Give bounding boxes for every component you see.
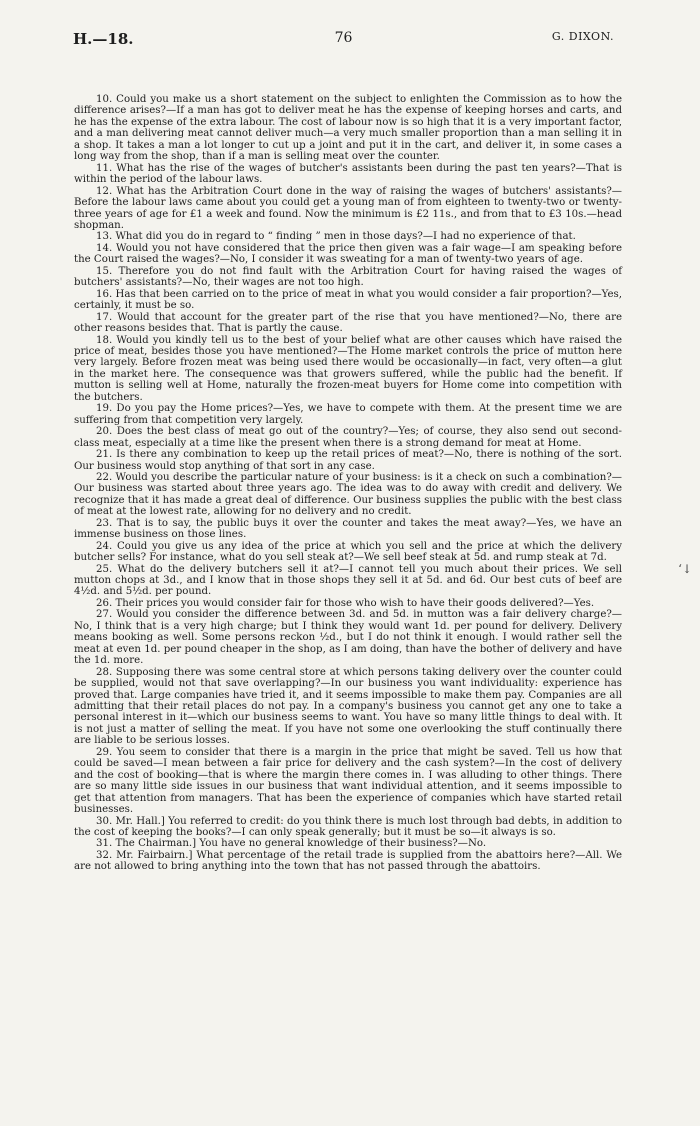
evidence-paragraph: 25. What do the delivery butchers sell it at?—I cannot tell you much about their prices. We sell mutton chops at 3d., and I know that in those shops they sell it at 5d. and 6d. Our best cuts of beef are 4½d. and 5½d. per pound. bbox=[74, 563, 622, 598]
margin-mark: ‘↓ bbox=[678, 562, 692, 576]
evidence-paragraph: 22. Would you describe the particular nature of your business: is it a check on such a combination?—Our business was started about three years ago. The idea was to do away with credit and delivery. We recognize that it has made a great deal of difference. Our business supplies the public with the best class of meat at the lowest rate, allowing for no delivery and no credit. bbox=[74, 471, 622, 518]
evidence-paragraph: 15. Therefore you do not find fault with the Arbitration Court for having raised the wages of butchers' assistants?—No, their wages are not too high. bbox=[74, 265, 622, 289]
evidence-paragraph: 27. Would you consider the difference between 3d. and 5d. in mutton was a fair delivery charge?—No, I think that is a very high charge; but I think they would want 1d. per pound for delivery. Delivery means booking as well. Some persons reckon ½d., but I do not think it enough. I would rather sell the meat at even 1d. per pound cheaper in the shop, as I am doing, than have the bother of delivery and have the 1d. more. bbox=[74, 609, 622, 667]
evidence-paragraph: 18. Would you kindly tell us to the best of your belief what are other causes which have raised the price of meat, besides those you have mentioned?—The Home market controls the price of mutton here very largely. Before frozen meat was being used there would be occasionally—in fact, very often—a glut in the market here. The consequence was that growers suffered, while the public had the benefit. If mutton is selling well at Home, naturally the frozen-meat buyers for Home come into competition with the butchers. bbox=[74, 334, 622, 403]
evidence-text bbox=[74, 94, 622, 873]
evidence-paragraph: 21. Is there any combination to keep up the retail prices of meat?—No, there is nothing of the sort. Our business would stop anything of that sort in any case. bbox=[74, 449, 622, 472]
evidence-paragraph: 17. Would that account for the greater part of the rise that you have mentioned?—No, there are other reasons besides that. That is partly the cause. bbox=[74, 311, 622, 335]
evidence-paragraph: 16. Has that been carried on to the price of meat in what you would consider a fair proportion?—Yes, certainly, it must be so. bbox=[74, 288, 622, 312]
evidence-paragraph: 19. Do you pay the Home prices?—Yes, we have to compete with them. At the present time we are suffering from that competition very largely. bbox=[74, 403, 622, 426]
evidence-paragraph: 23. That is to say, the public buys it over the counter and takes the meat away?—Yes, we have an immense business on those lines. bbox=[74, 517, 622, 541]
evidence-paragraph: 29. You seem to consider that there is a margin in the price that might be saved. Tell us how that could be saved—I mean between a fair price for delivery and the cash system?—In the cost of delivery and the cost of booking—that is where the margin there comes in. I was alluding to other things. There are so many little side issues in our business that want individual attention, and it seems impossible to get that attention from managers. That has been the experience of companies which have started retail businesses. bbox=[74, 746, 622, 816]
evidence-paragraph: 24. Could you give us any idea of the price at which you sell and the price at which the delivery butcher sells? For instance, what do you sell steak at?—We sell beef steak at 5d. and rump steak at 7d. bbox=[74, 540, 622, 564]
evidence-paragraph: 10. Could you make us a short statement on the subject to enlighten the Commission as to how the difference arises?—If a man has got to deliver meat he has the expense of keeping horses and carts, and he has the expense of the extra labour. The cost of labour now is so high that it is a very important factor, and a man delivering meat cannot deliver much—a very much smaller proportion than a man selling it in a shop. It takes a man a lot longer to cut up a joint and put it in the cart, and deliver it, in some cases a long way from the shop, than if a man is selling meat over the counter. bbox=[74, 94, 622, 163]
page-number: 76 bbox=[334, 30, 353, 46]
page-header bbox=[73, 30, 614, 50]
evidence-paragraph: 30. Mr. Hall.] You referred to credit: do you think there is much lost through bad debts, in addition to the cost of keeping the books?—I can only speak generally; but it must be so—it always is so. bbox=[74, 815, 622, 838]
evidence-paragraph: 11. What has the rise of the wages of butcher's assistants been during the past ten years?—That is within the period of the labour laws. bbox=[74, 162, 622, 186]
evidence-paragraph: 14. Would you not have considered that the price then given was a fair wage—I am speaking before the Court raised the wages?—No, I consider it was sweating for a man of twenty-two years of age. bbox=[74, 242, 622, 266]
evidence-paragraph: 28. Supposing there was some central store at which persons taking delivery over the counter could be supplied, would not that save overlapping?—In our business you want individuality: experience has proved that. Large companies have tried it, and it seems impossible to make them pay. Companies are all admitting that their retail places do not pay. In a company's business you cannot get any one to take a personal interest in it—which our business seems to want. You have so many little things to deal with. It is not just a matter of selling the meat. If you have not some one overlooking the stuff continually there are liable to be serious losses. bbox=[74, 666, 622, 747]
paper-reference: H.—18. bbox=[73, 30, 134, 48]
evidence-paragraph: 32. Mr. Fairbairn.] What percentage of the retail trade is supplied from the abattoirs here?—All. We are not allowed to bring anything into the town that has not passed through the abattoirs. bbox=[74, 849, 622, 873]
witness-name: G. DIXON. bbox=[551, 30, 614, 43]
evidence-paragraph: 20. Does the best class of meat go out of the country?—Yes; of course, they also send out second-class meat, especially at a time like the present when there is a strong demand for meat at Home. bbox=[74, 426, 622, 449]
evidence-paragraph: 13. What did you do in regard to “ finding ” men in those days?—I had no experience of that. bbox=[96, 231, 576, 243]
evidence-paragraph: 12. What has the Arbitration Court done in the way of raising the wages of butchers' assistants?—Before the labour laws came about you could get a young man of from eighteen to twenty-two or twenty-three years of age for £1 a week and found. Now the minimum is £2 11s., and from that to £3 10s.—head shopman. bbox=[74, 185, 622, 231]
evidence-paragraph: 26. Their prices you would consider fair for those who wish to have their goods delivered?—Yes. bbox=[96, 597, 595, 609]
evidence-paragraph: 31. The Chairman.] You have no general knowledge of their business?—No. bbox=[96, 838, 487, 850]
